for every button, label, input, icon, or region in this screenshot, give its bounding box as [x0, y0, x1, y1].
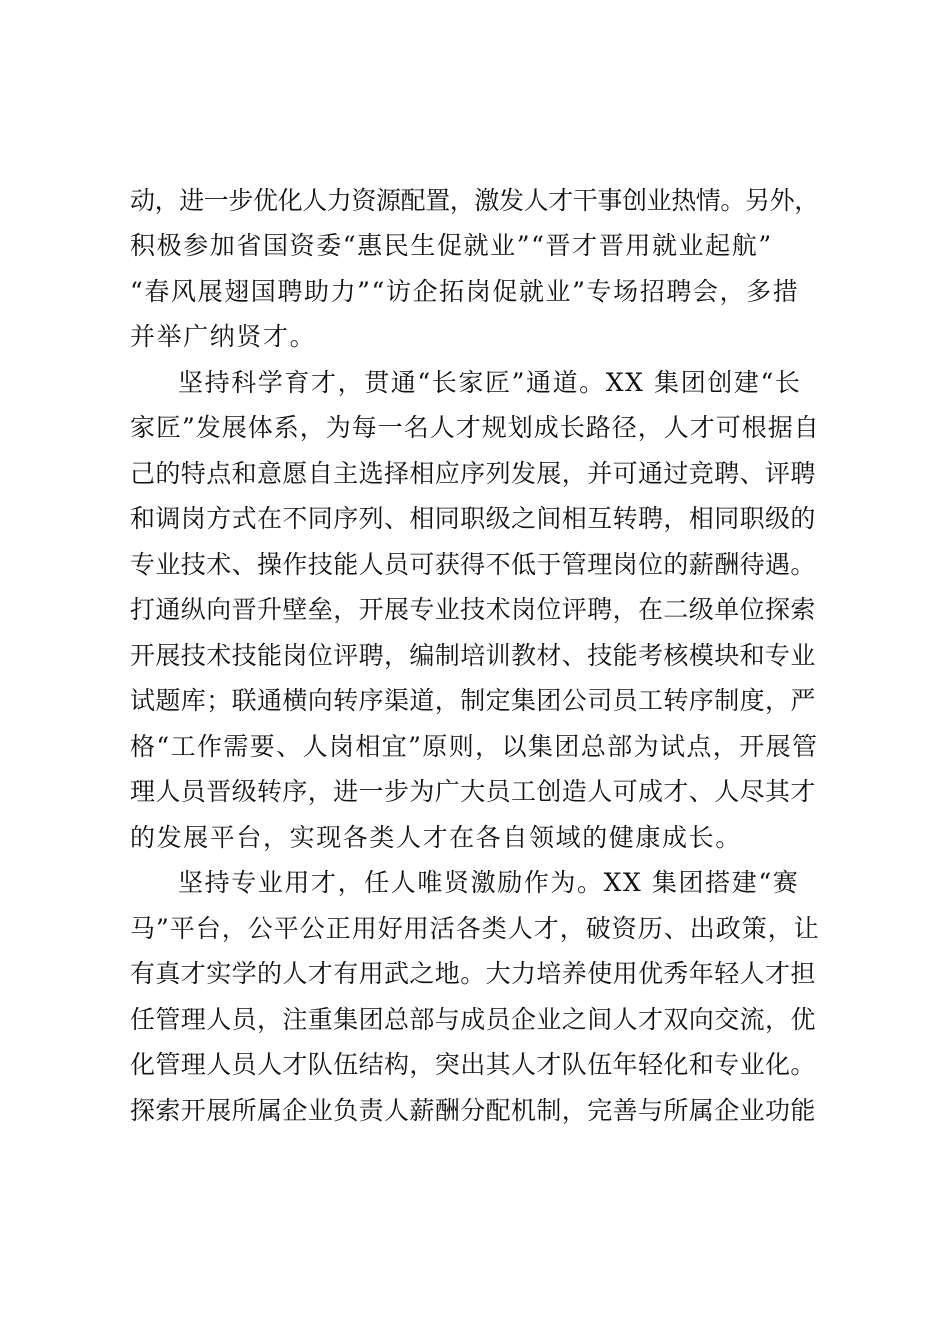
- text-line: “春风展翅国聘助力”“访企拓岗促就业”专场招聘会，多措: [130, 277, 800, 306]
- text-line: 的发展平台，实现各类人才在各自领域的健康成长。: [130, 823, 742, 852]
- text-line: 化管理人员人才队伍结构，突出其人才队伍年轻化和专业化。: [130, 1050, 816, 1079]
- text-line: 格“工作需要、人岗相宜”原则，以集团总部为试点，开展管: [130, 732, 819, 761]
- text-line: 探索开展所属企业负责人薪酬分配机制，完善与所属企业功能: [130, 1096, 816, 1125]
- text-line: 马”平台，公平公正用好用活各类人才，破资历、出政策，让: [130, 914, 820, 943]
- text-line: 并举广纳贤才。: [130, 322, 317, 351]
- paragraph-first-line: 坚持科学育才，贯通“长家匠”通道。XX 集团创建“长: [178, 368, 802, 397]
- text-line: 动，进一步优化人力资源配置，激发人才干事创业热情。另外，: [130, 186, 819, 215]
- paragraph-first-line: 坚持专业用才，任人唯贤激励作为。XX 集团搭建“赛: [178, 868, 800, 897]
- text-line: 开展技术技能岗位评聘，编制培训教材、技能考核模块和专业: [130, 641, 816, 670]
- text-line: 己的特点和意愿自主选择相应序列发展，并可通过竞聘、评聘: [130, 459, 816, 488]
- text-line: 试题库；联通横向转序渠道，制定集团公司员工转序制度，严: [130, 686, 816, 715]
- text-line: 积极参加省国资委“惠民生促就业”“晋才晋用就业起航”: [130, 231, 773, 260]
- text-line: 打通纵向晋升壁垒，开展专业技术岗位评聘，在二级单位探索: [130, 595, 816, 624]
- text-line: 家匠”发展体系，为每一名人才规划成长路径，人才可根据自: [130, 413, 820, 442]
- text-line: 和调岗方式在不同序列、相同职级之间相互转聘，相同职级的: [130, 504, 816, 533]
- text-line: 任管理人员，注重集团总部与成员企业之间人才双向交流，优: [130, 1005, 816, 1034]
- text-line: 理人员晋级转序，进一步为广大员工创造人可成才、人尽其才: [130, 777, 816, 806]
- text-line: 专业技术、操作技能人员可获得不低于管理岗位的薪酬待遇。: [130, 550, 816, 579]
- text-line: 有真才实学的人才有用武之地。大力培养使用优秀年轻人才担: [130, 959, 816, 988]
